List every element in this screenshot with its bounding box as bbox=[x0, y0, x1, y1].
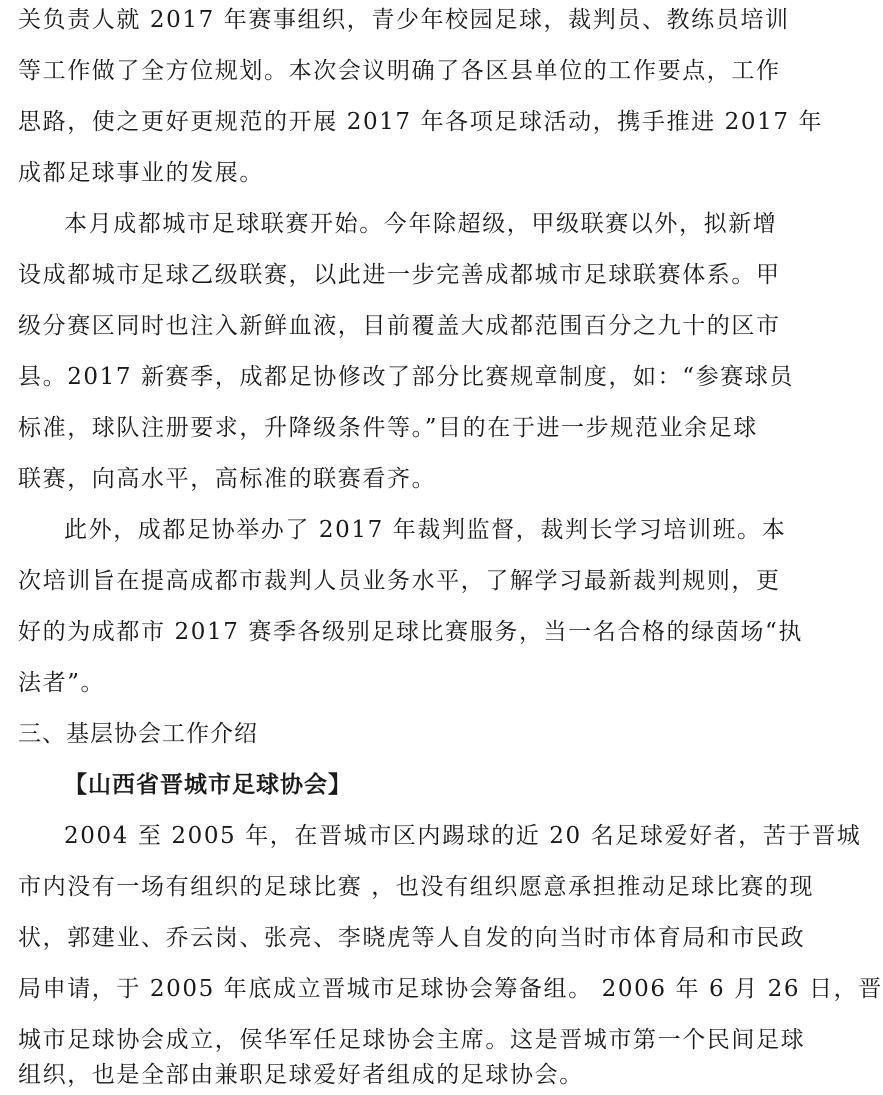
paragraph-2-line: 标准，球队注册要求，升降级条件等。”目的在于进一步规范业余足球 bbox=[18, 415, 758, 441]
paragraph-4-line: 组织，也是全部由兼职足球爱好者组成的足球协会。 bbox=[18, 1062, 584, 1088]
paragraph-3-line: 次培训旨在提高成都市裁判人员业务水平，了解学习最新裁判规则，更 bbox=[18, 568, 781, 594]
paragraph-2-line: 县。2017 新赛季，成都足协修改了部分比赛规章制度，如：“参赛球员 bbox=[18, 364, 795, 390]
paragraph-2-line: 设成都城市足球乙级联赛，以此进一步完善成都城市足球联赛体系。甲 bbox=[18, 262, 781, 288]
sub-heading: 【山西省晋城市足球协会】 bbox=[64, 771, 352, 798]
paragraph-3-line: 法者”。 bbox=[18, 670, 106, 696]
paragraph-2-line: 联赛，向高水平，高标准的联赛看齐。 bbox=[18, 466, 437, 492]
paragraph-1-line: 成都足球事业的发展。 bbox=[18, 160, 264, 186]
paragraph-4-line: 市内没有一场有组织的足球比赛 ，也没有组织愿意承担推动足球比赛的现 bbox=[18, 874, 815, 900]
paragraph-1-line: 等工作做了全方位规划。本次会议明确了各区县单位的工作要点，工作 bbox=[18, 58, 781, 84]
paragraph-2-line: 级分赛区同时也注入新鲜血液，目前覆盖大成都范围百分之九十的区市 bbox=[18, 313, 781, 339]
paragraph-1-line: 关负责人就 2017 年赛事组织，青少年校园足球，裁判员、教练员培训 bbox=[18, 7, 790, 33]
paragraph-4-line: 2004 至 2005 年，在晋城市区内踢球的近 20 名足球爱好者，苦于晋城 bbox=[64, 823, 862, 849]
paragraph-3-line: 此外，成都足协举办了 2017 年裁判监督，裁判长学习培训班。本 bbox=[64, 517, 787, 543]
paragraph-4-line: 局申请，于 2005 年底成立晋城市足球协会筹备组。 2006 年 6 月 26 日，晋 bbox=[18, 976, 883, 1002]
paragraph-4-line: 城市足球协会成立，侯华军任足球协会主席。这是晋城市第一个民间足球 bbox=[18, 1027, 806, 1053]
paragraph-1-line: 思路，使之更好更规范的开展 2017 年各项足球活动，携手推进 2017 年 bbox=[18, 109, 824, 135]
paragraph-4-line: 状，郭建业、乔云岗、张亮、李晓虎等人自发的向当时市体育局和市民政 bbox=[18, 925, 806, 951]
paragraph-3-line: 好的为成都市 2017 赛季各级别足球比赛服务，当一名合格的绿茵场“执 bbox=[18, 619, 803, 645]
section-heading: 三、基层协会工作介绍 bbox=[18, 721, 258, 747]
paragraph-2-line: 本月成都城市足球联赛开始。今年除超级，甲级联赛以外，拟新增 bbox=[64, 211, 778, 237]
